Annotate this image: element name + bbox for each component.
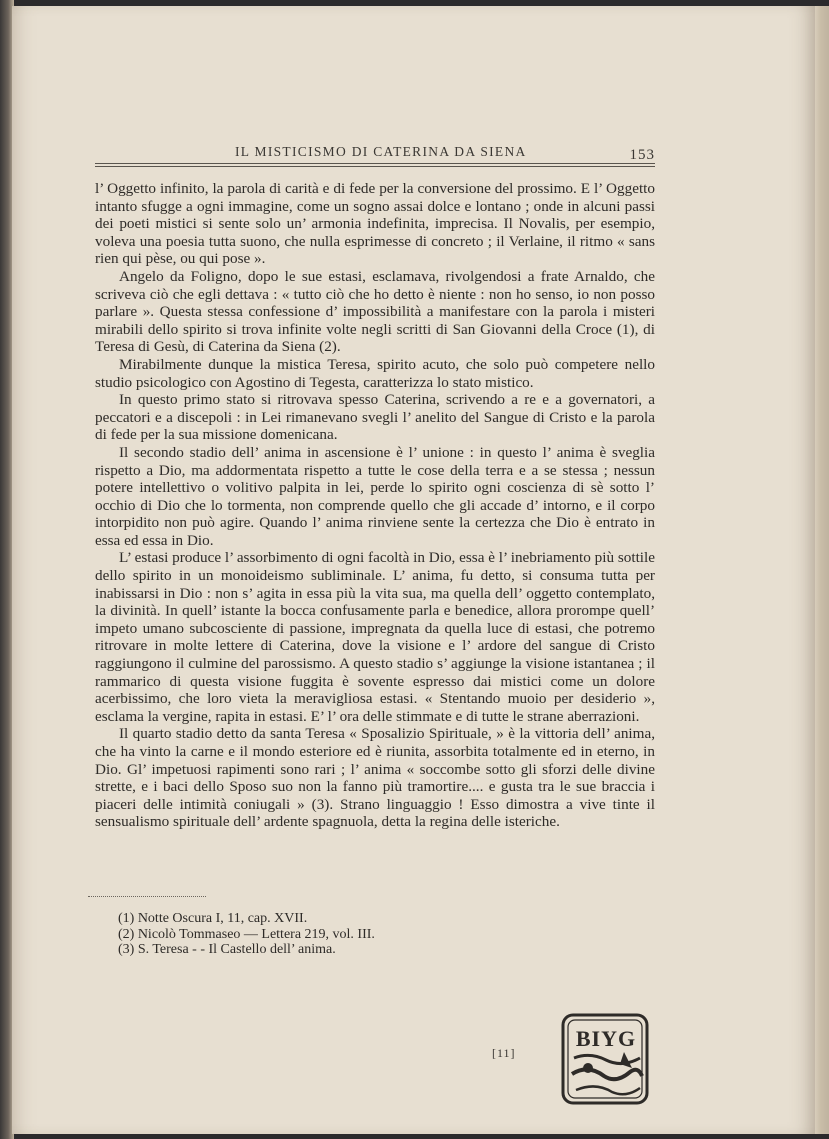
paragraph: Mirabilmente dunque la mistica Teresa, spirito acuto, che solo può competere nello studio psicologico con Agostino di Tegesta, caratterizza lo stato mistico. [95, 355, 655, 391]
paragraph: Il quarto stadio detto da santa Teresa « Sposalizio Spirituale, » è la vittoria dell’ anima, che ha vinto la carne e il mondo esteriore ed è riunita, assorbita totalmente ed in eterno, in Dio. Gl’ impetuosi rapimenti sono rari ; l’ anima « soccombe sotto gli sforzi delle divine strette, e i baci dello Sposo suo non la fanno più tramortire.... e gusta tra le sue braccia i piaceri delle intimità coniugali » (3). Strano linguaggio ! Esso dimostra a vive tinte il sensualismo spirituale dell’ ardente spagnuola, detta la regina delle isteriche. [95, 725, 655, 831]
page-edge [815, 6, 829, 1134]
printer-logo-icon [560, 1012, 650, 1106]
footnote-separator [88, 896, 206, 897]
footnote: (2) Nicolò Tommaseo — Lettera 219, vol. III. [118, 926, 375, 942]
footnotes [118, 911, 518, 958]
header-rule [95, 166, 655, 167]
page-number: 153 [629, 147, 655, 163]
paragraph: Angelo da Foligno, dopo le sue estasi, esclamava, rivolgendosi a frate Arnaldo, che scriveva ciò che egli dettava : « tutto ciò che ho detto è niente : non ho senso, io non posso parlare ». Questa stessa confessione d’ impossibilità a manifestare con la parola i misteri mirabili dello spirito si trova infinite volte negli scritti di San Giovanni della Croce (1), di Teresa di Gesù, di Caterina da Siena (2). [95, 267, 655, 356]
running-title: IL MISTICISMO DI CATERINA DA SIENA [235, 144, 527, 159]
svg-text:BIYG: BIYG [575, 1026, 637, 1051]
paragraph: Il secondo stadio dell’ anima in ascensione è l’ unione : in questo l’ anima è sveglia rispetto a Dio, ma addormentata rispetto a tutte le cose della terra e a se stessa ; nessun potere intellettivo o volitivo palpita in lei, perde lo spirito ogni coscienza di sè sotto l’ occhio di Dio che lo tormenta, non comprende quello che gli accade d’ intorno, e il corpo intorpidito non può agire. Quando l’ anima rinviene sente la certezza che Dio è entrato in essa ed essa in Dio. [95, 443, 655, 549]
paragraph: l’ Oggetto infinito, la parola di carità e di fede per la conversione del prossimo. E l’ Oggetto intanto sfugge a ogni immagine, come un sogno assai dolce e lontano ; onde in alcuni passi dei poeti mistici si sente solo un’ armonia indefinita, imprecisa. Il Novalis, per esempio, voleva una poesia tutta suono, che nulla esprimesse di concreto ; il Verlaine, il ritmo « sans rien qui pèse, ou qui pose ». [95, 180, 655, 268]
paragraph: L’ estasi produce l’ assorbimento di ogni facoltà in Dio, essa è l’ inebriamento più sottile dello spirito in un monoideismo subliminale. L’ anima, fu detto, si consuma tutta per inabissarsi in Dio : non s’ agita in essa più la vita sua, ma quella dell’ oggetto contemplato, la divinità. In quell’ istante la bocca confusamente parla e benedice, allora prorompe quell’ impeto umano subcosciente di passione, impregnata da quella luce di estasi, che potremo ritrovare in molte lettere di Caterina, dove la visione e l’ ardore del sangue di Cristo raggiungono il culmine del parossismo. A questo stadio s’ aggiunge la visione istantanea ; il rammarico di questa visione fuggita è sovente espresso dai mistici come un dolore acerbissimo, che loro vieta la meravigliosa estasi. « Stentando muoio per desiderio », esclama la vergine, rapita in estasi. E’ l’ ora delle stimmate e di tutte le strane aberrazioni. [95, 549, 655, 725]
body-text [95, 180, 655, 831]
footnote: (3) S. Teresa - - Il Castello dell’ anima. [118, 942, 336, 957]
running-header [95, 142, 655, 168]
paragraph: In questo primo stato si ritrovava spesso Caterina, scrivendo a re e a governatori, a peccatori e a discepoli : in Lei rimanevano svegli l’ anelito del Sangue di Cristo e la parola di fede per la sua missione domenicana. [95, 391, 655, 444]
folio-mark: [11] [492, 1046, 516, 1060]
header-rule [95, 163, 655, 164]
footnote: (1) Notte Oscura I, 11, cap. XVII. [118, 911, 308, 926]
